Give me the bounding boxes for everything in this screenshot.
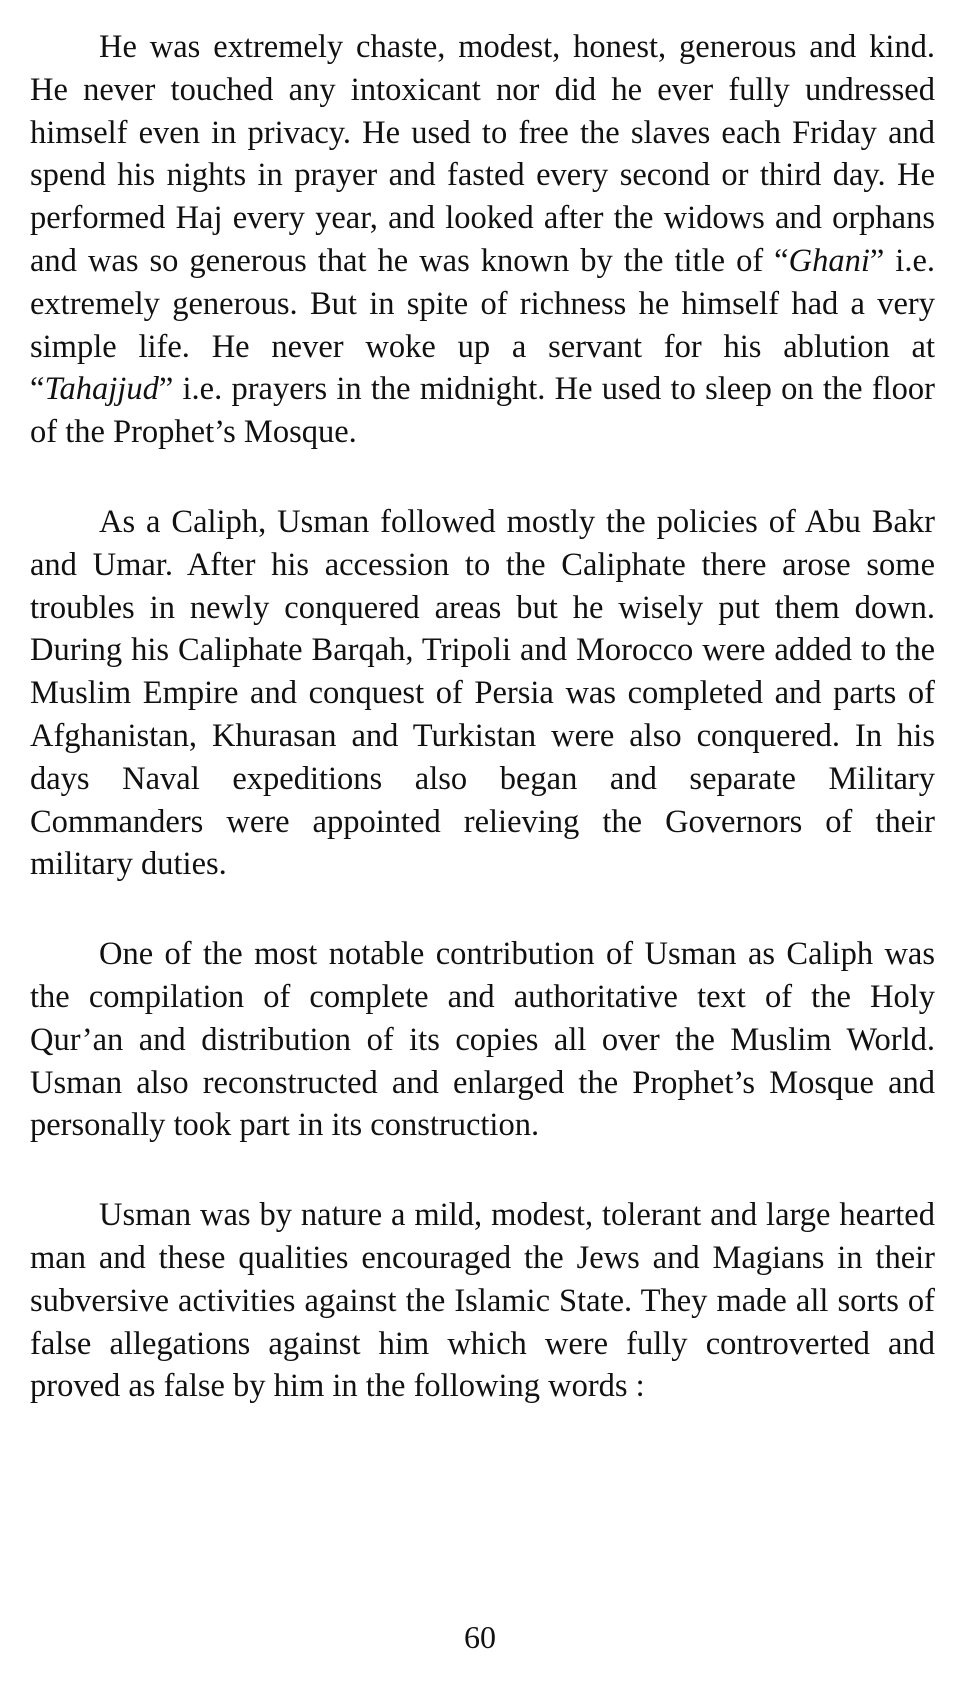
paragraph-text: ” i.e. extremely generous. But in spite of richness he himself had a very simple life. He never woke up a servant for his ablution at “ xyxy=(30,242,935,408)
page-number: 60 xyxy=(464,1619,496,1655)
paragraph-caliphate-policies: As a Caliph, Usman followed mostly the policies of Abu Bakr and Umar. After his accession to the Caliphate there arose some troubles in newly conquered areas but he wisely put them down. During his Caliphate Barqah, Tripoli and Morocco were added to the Muslim Empire and conquest of Persia was completed and parts of Afghanistan, Khurasan and Turkistan were also conquered. In his days Naval expeditions also began and separate Military Commanders were appointed relieving the Governors of their military duties. xyxy=(30,503,935,883)
paragraph-false-allegations: Usman was by nature a mild, modest, tolerant and large hearted man and these qualities encouraged the Jews and Magians in their subversive activities against the Islamic State. They made all sorts of false allegations against him which were fully controverted and proved as false by him in the following words : xyxy=(30,1197,935,1405)
paragraph-quran-compilation: One of the most notable contribution of Usman as Caliph was the compilation of complete and authoritative text of the Holy Qur’an and distribution of its copies all over the Muslim World. Usman also reconstructed and enlarged the Prophet’s Mosque and personally took part in its construction. xyxy=(30,936,935,1144)
paragraph-usman-character xyxy=(30,26,935,454)
paragraph-text: He was extremely chaste, modest, honest, generous and kind. He never touched any intoxicant nor did he ever fully undressed himself even in privacy. He used to free the slaves each Friday and spend his nights in prayer and fasted every second or third day. He performed Haj every year, and looked after the widows and orphans and was so generous that he was known by the title of “ xyxy=(30,29,935,279)
paragraph-text: ” i.e. prayers in the midnight. He used to sleep on the floor of the Prophet’s Mosque. xyxy=(30,371,935,451)
term-ghani: Ghani xyxy=(788,242,870,279)
term-tahajjud: Tahajjud xyxy=(44,371,159,408)
page-body xyxy=(30,26,935,1455)
